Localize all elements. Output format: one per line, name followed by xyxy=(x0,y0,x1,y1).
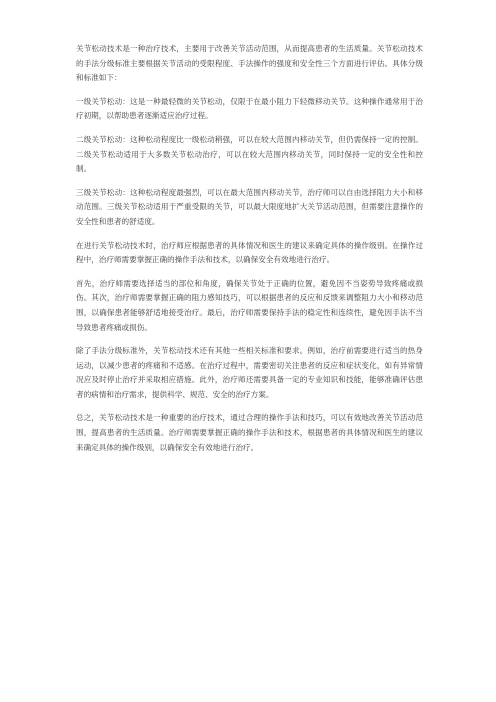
grade-one-paragraph: 一级关节松动：这是一种最轻微的关节松动，仅限于在最小阻力下轻微移动关节。这种操作通常用于治疗初期，以帮助患者逐渐适应治疗过程。 xyxy=(76,96,423,121)
grade-two-paragraph: 二级关节松动：这种松动程度比一级松动稍强，可以在较大范围内移动关节，但仍需保持一定的控制。二级关节松动适用于大多数关节松动治疗，可以在较大范围内移动关节，同时保持一定的安全性和控制。 xyxy=(76,134,423,174)
other-standards-paragraph: 除了手法分级标准外，关节松动技术还有其他一些相关标准和要求。例如，治疗前需要进行适当的热身运动，以减少患者的疼痛和不适感。在治疗过程中，需要密切关注患者的反应和症状变化，如有异常情况应及时停止治疗并采取相应措施。此外，治疗师还需要具备一定的专业知识和技能，能够准确评估患者的病情和治疗需求，提供科学、规范、安全的治疗方案。 xyxy=(76,346,423,399)
intro-paragraph: 关节松动技术是一种治疗技术，主要用于改善关节活动范围，从而提高患者的生活质量。关节松动技术的手法分级标准主要根据关节活动的受限程度、手法操作的强度和安全性三个方面进行评估。具体分级和标准如下： xyxy=(76,44,423,83)
document-body xyxy=(76,42,423,464)
operation-level-paragraph: 在进行关节松动技术时，治疗师应根据患者的具体情况和医生的建议来确定具体的操作级别。在操作过程中，治疗师需要掌握正确的操作手法和技术，以确保安全有效地进行治疗。 xyxy=(76,240,423,265)
grade-three-paragraph: 三级关节松动：这种松动程度最强烈，可以在最大范围内移动关节，治疗师可以自由选择阻力大小和移动范围。三级关节松动适用于严重受限的关节，可以最大限度地扩大关节活动范围，但需要注意操作的安全性和患者的舒适度。 xyxy=(76,187,423,226)
technique-steps-paragraph: 首先，治疗师需要选择适当的部位和角度，确保关节处于正确的位置，避免因不当姿势导致疼痛或损伤。其次，治疗师需要掌握正确的阻力感知技巧，可以根据患者的反应和反馈来调整阻力大小和移动范围，以确保患者能够舒适地接受治疗。最后，治疗师需要保持手法的稳定性和连续性，避免因手法不当导致患者疼痛或损伤。 xyxy=(76,278,423,332)
conclusion-paragraph: 总之，关节松动技术是一种重要的治疗技术，通过合理的操作手法和技巧，可以有效地改善关节活动范围，提高患者的生活质量。治疗师需要掌握正确的操作手法和技术，根据患者的具体情况和医生的建议来确定具体的操作级别，以确保安全有效地进行治疗。 xyxy=(76,413,423,452)
